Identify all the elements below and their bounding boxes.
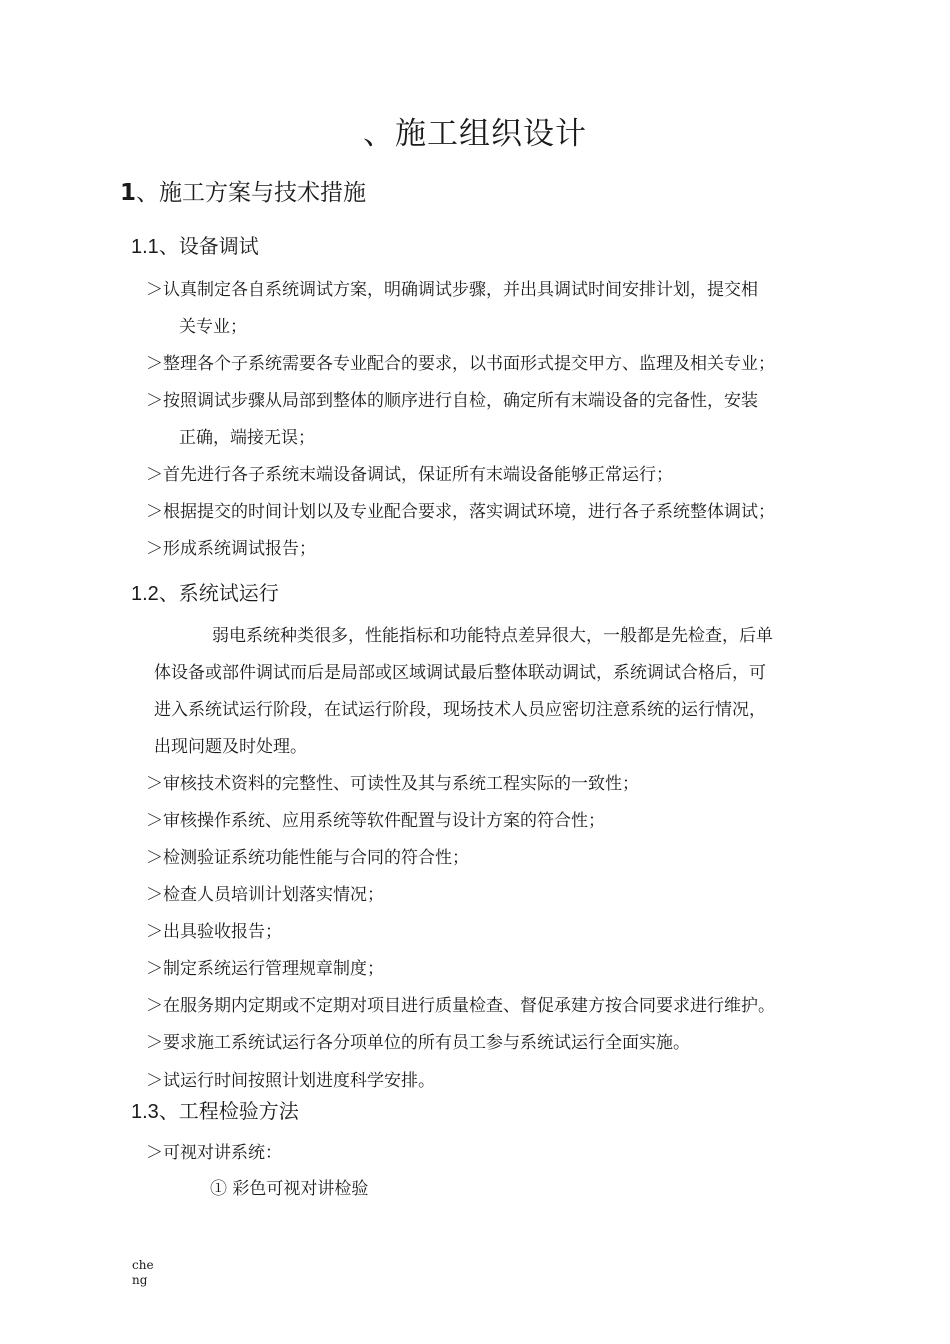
footer-line: ng (132, 1273, 148, 1287)
section-1-1-heading (131, 230, 259, 259)
list-item: ＞要求施工系统试运行各分项单位的所有员工参与系统试运行全面实施。 (146, 1033, 690, 1053)
page-footer (132, 1258, 154, 1288)
paragraph-line: 体设备或部件调试而后是局部或区域调试最后整体联动调试，系统调试合格后，可 (154, 663, 766, 683)
list-item: ＞审核操作系统、应用系统等软件配置与设计方案的符合性； (146, 811, 605, 831)
list-item: ＞可视对讲系统： (146, 1143, 282, 1163)
paragraph-line: 出现问题及时处理。 (154, 737, 307, 757)
list-item: ＞认真制定各自系统调试方案，明确调试步骤，并出具调试时间安排计划，提交相 (146, 280, 758, 300)
list-item: ＞试运行时间按照计划进度科学安排。 (146, 1071, 435, 1091)
list-item: ＞首先进行各子系统末端设备调试，保证所有末端设备能够正常运行； (146, 465, 673, 485)
list-item: ＞按照调试步骤从局部到整体的顺序进行自检，确定所有末端设备的完备性，安装 (146, 391, 758, 411)
section-1-3-number: 1.3 (131, 1101, 159, 1123)
section-1-1-title: 、设备调试 (158, 234, 259, 258)
section-1-number: 1 (120, 180, 137, 206)
list-item: ＞制定系统运行管理规章制度； (146, 959, 384, 979)
list-item-continuation: 关专业； (179, 317, 247, 337)
section-1-title: 、施工方案与技术措施 (136, 180, 367, 206)
section-1-2-number: 1.2 (131, 583, 159, 605)
section-1-2-heading (131, 577, 279, 606)
list-item: ＞整理各个子系统需要各专业配合的要求，以书面形式提交甲方、监理及相关专业； (146, 354, 775, 374)
section-1-2-title: 、系统试运行 (158, 581, 279, 605)
list-item: ＞形成系统调试报告； (146, 539, 316, 559)
list-item: ＞审核技术资料的完整性、可读性及其与系统工程实际的一致性； (146, 774, 639, 794)
list-item: ＞检查人员培训计划落实情况； (146, 885, 384, 905)
footer-line: che (132, 1258, 154, 1272)
section-1-1-number: 1.1 (131, 236, 159, 258)
list-item: ＞根据提交的时间计划以及专业配合要求，落实调试环境，进行各子系统整体调试； (146, 502, 775, 522)
document-title: 、施工组织设计 (363, 116, 587, 152)
list-item: ＞在服务期内定期或不定期对项目进行质量检查、督促承建方按合同要求进行维护。 (146, 996, 775, 1016)
section-1-3-title: 、工程检验方法 (158, 1099, 299, 1123)
list-item: ＞检测验证系统功能性能与合同的符合性； (146, 848, 469, 868)
sub-list-item: ① 彩色可视对讲检验 (210, 1179, 369, 1199)
paragraph-line: 弱电系统种类很多，性能指标和功能特点差异很大，一般都是先检查，后单 (212, 626, 773, 646)
section-1-3-heading (131, 1095, 299, 1124)
paragraph-line: 进入系统试运行阶段，在试运行阶段，现场技术人员应密切注意系统的运行情况， (154, 700, 766, 720)
list-item-continuation: 正确，端接无误； (179, 428, 315, 448)
section-1-heading (120, 174, 366, 207)
list-item: ＞出具验收报告； (146, 922, 282, 942)
